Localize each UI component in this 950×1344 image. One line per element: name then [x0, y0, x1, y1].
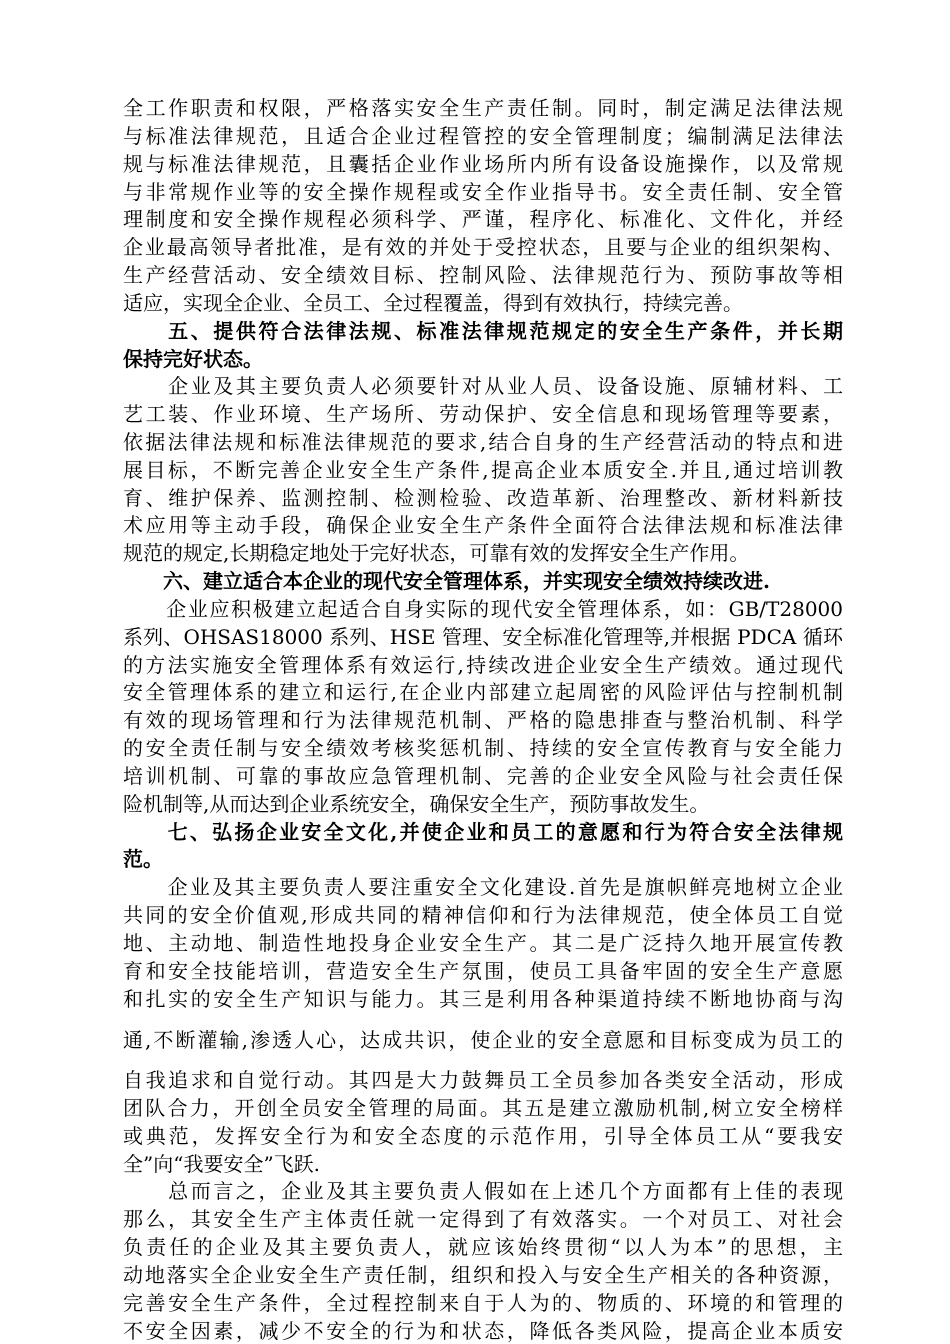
paragraph-line: 险机制等,从而达到企业系统安全，确保安全生产，预防事故发生。 — [123, 792, 710, 816]
section-heading-line: 七、弘扬企业安全文化,并使企业和员工的意愿和行为符合安全法律规 — [123, 820, 843, 844]
section-heading-line: 保持完好状态。 — [123, 347, 263, 371]
paragraph-line: 完善安全生产条件，全过程控制来自于人为的、物质的、环境的和管理的 — [123, 1291, 843, 1315]
paragraph-line: 全”向“我要安全”飞跃. — [123, 1152, 321, 1176]
paragraph-line: 团队合力，开创全员安全管理的局面。其五是建立激励机制,树立安全榜样 — [123, 1096, 843, 1120]
paragraph-line: 不安全因素，减少不安全的行为和状态，降低各类风险，提高企业本质安 — [123, 1319, 843, 1343]
paragraph-line: 的安全责任制与安全绩效考核奖惩机制、持续的安全宣传教育与安全能力 — [123, 736, 843, 760]
paragraph-line: 动地落实全企业安全生产责任制，组织和投入与安全生产相关的各种资源， — [123, 1263, 843, 1287]
paragraph-line: 的方法实施安全管理体系有效运行,持续改进企业安全生产绩效。通过现代 — [123, 653, 843, 677]
paragraph-line: 生产经营活动、安全绩效目标、控制风险、法律规范行为、预防事故等相 — [123, 263, 843, 287]
paragraph-line: 依据法律法规和标准法律规范的要求,结合自身的生产经营活动的特点和进 — [123, 430, 843, 454]
paragraph-line: 那么，其安全生产主体责任就一定得到了有效落实。一个对员工、对社会 — [123, 1207, 843, 1231]
paragraph-line: 自我追求和自觉行动。其四是大力鼓舞员工全员参加各类安全活动，形成 — [123, 1068, 843, 1092]
paragraph-line: 企业最高领导者批准，是有效的并处于受控状态，且要与企业的组织架构、 — [123, 235, 843, 259]
paragraph-line: 和扎实的安全生产知识与能力。其三是利用各种渠道持续不断地协商与沟 — [123, 987, 843, 1011]
paragraph-line: 地、主动地、制造性地投身企业安全生产。其二是广泛持久地开展宣传教 — [123, 931, 843, 955]
section-heading-line: 六、建立适合本企业的现代安全管理体系，并实现安全绩效持续改进. — [123, 569, 770, 593]
paragraph-line: 艺工装、作业环境、生产场所、劳动保护、安全信息和现场管理等要素， — [123, 402, 843, 426]
paragraph-line: 规范的规定,长期稳定地处于完好状态，可靠有效的发挥安全生产作用。 — [123, 541, 750, 565]
paragraph-line: 规与标准法律规范，且囊括企业作业场所内所有设备设施操作，以及常规 — [123, 152, 843, 176]
paragraph-line: 或典范，发挥安全行为和安全态度的示范作用，引导全体员工从“要我安 — [123, 1124, 843, 1148]
paragraph-line: 适应，实现全企业、全员工、全过程覆盖，得到有效执行，持续完善。 — [123, 291, 743, 315]
paragraph-line: 有效的现场管理和行为法律规范机制、严格的隐患排查与整治机制、科学 — [123, 708, 843, 732]
paragraph-line: 与非常规作业等的安全操作规程或安全作业指导书。安全责任制、安全管 — [123, 180, 843, 204]
paragraph-line: 育、维护保养、监测控制、检测检验、改造革新、治理整改、新材料新技 — [123, 486, 843, 510]
section-heading-line: 五、提供符合法律法规、标准法律规范规定的安全生产条件，并长期 — [123, 319, 843, 343]
paragraph-line: 系列、OHSAS18000 系列、HSE 管理、安全标准化管理等,并根据 PDCA 循环 — [123, 625, 843, 649]
paragraph-line: 企业及其主要负责人必须要针对从业人员、设备设施、原辅材料、工 — [123, 374, 843, 398]
paragraph-line: 总而言之，企业及其主要负责人假如在上述几个方面都有上佳的表现 — [123, 1179, 843, 1203]
paragraph-line: 展目标，不断完善企业安全生产条件,提高企业本质安全.并且,通过培训教 — [123, 458, 843, 482]
section-heading-line: 范。 — [123, 847, 163, 871]
paragraph-line: 与标准法律规范，且适合企业过程管控的安全管理制度；编制满足法律法 — [123, 124, 843, 148]
paragraph-line: 企业及其主要负责人要注重安全文化建设.首先是旗帜鲜亮地树立企业 — [123, 875, 843, 899]
paragraph-line: 育和安全技能培训，营造安全生产氛围，使员工具备牢固的安全生产意愿 — [123, 959, 843, 983]
paragraph-line: 全工作职责和权限，严格落实安全生产责任制。同时，制定满足法律法规 — [123, 96, 843, 120]
paragraph-line: 术应用等主动手段，确保企业安全生产条件全面符合法律法规和标准法律 — [123, 513, 843, 537]
paragraph-line: 安全管理体系的建立和运行,在企业内部建立起周密的风险评估与控制机制 — [123, 680, 843, 704]
paragraph-line: 企业应积极建立起适合自身实际的现代安全管理体系，如：GB/T28000 — [123, 597, 843, 621]
paragraph-line: 培训机制、可靠的事故应急管理机制、完善的企业安全风险与社会责任保 — [123, 764, 843, 788]
paragraph-line: 负责任的企业及其主要负责人，就应该始终贯彻“以人为本”的思想，主 — [123, 1235, 843, 1259]
paragraph-line: 共同的安全价值观,形成共同的精神信仰和行为法律规范，使全体员工自觉 — [123, 903, 843, 927]
paragraph-line: 通,不断灌输,渗透人心，达成共识，使企业的安全意愿和目标变成为员工的 — [123, 1028, 843, 1052]
paragraph-line: 理制度和安全操作规程必须科学、严谨，程序化、标准化、文件化，并经 — [123, 207, 843, 231]
